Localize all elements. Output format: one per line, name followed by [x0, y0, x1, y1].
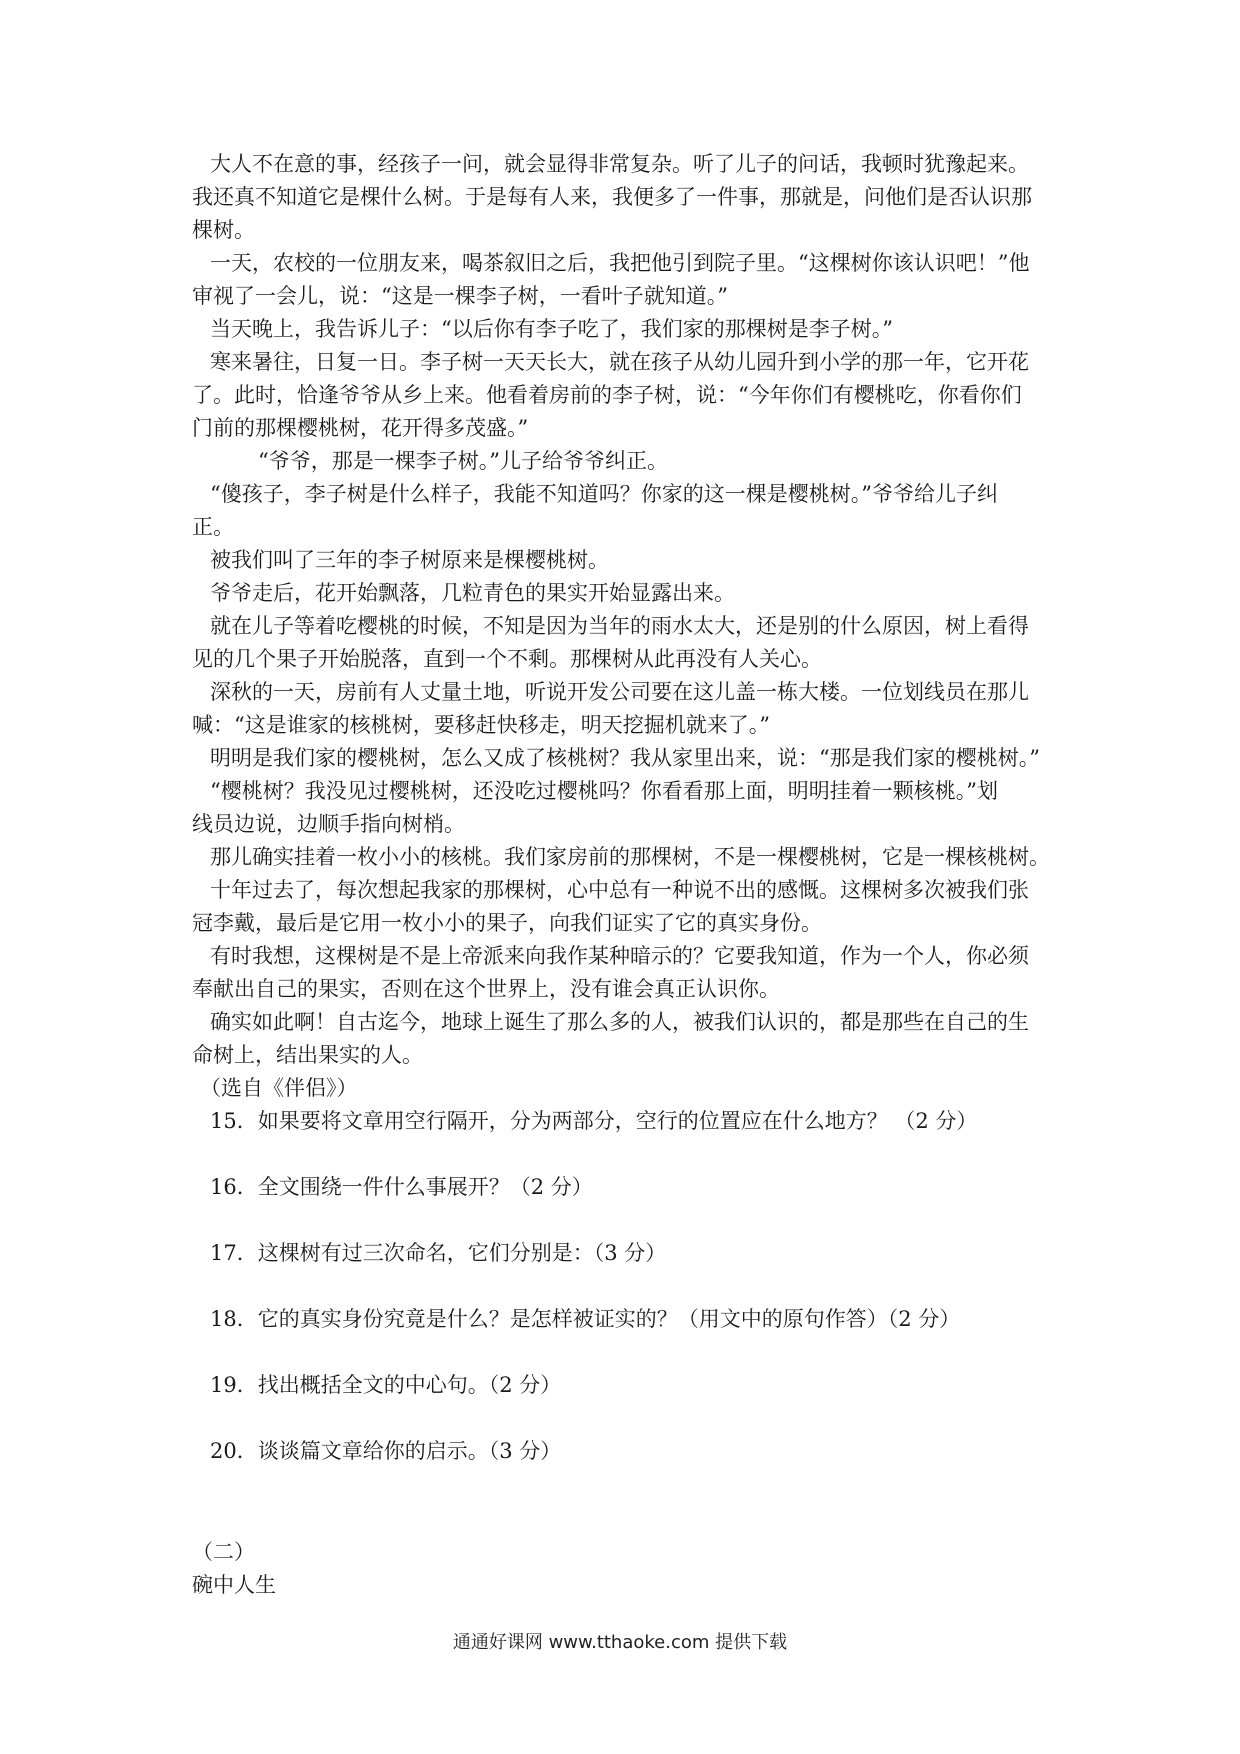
- document-page: [192, 148, 1062, 1602]
- question-item: 20．谈谈篇文章给你的启示。（3 分）: [210, 1439, 562, 1463]
- story-line: 了。此时，恰逢爷爷从乡上来。他看着房前的李子树，说：“今年你们有樱桃吃，你看你们: [192, 383, 1022, 407]
- story-line: 冠李戴，最后是它用一枚小小的果子，向我们证实了它的真实身份。: [192, 911, 822, 935]
- story-line: 门前的那棵樱桃树，花开得多茂盛。”: [192, 416, 529, 440]
- story-line: 十年过去了，每次想起我家的那棵树，心中总有一种说不出的感慨。这棵树多次被我们张: [210, 878, 1029, 902]
- source-citation: （选自《伴侣》）: [200, 1076, 358, 1100]
- next-passage-title: 碗中人生: [192, 1573, 276, 1597]
- question-list: [192, 1105, 1062, 1468]
- story-line: 大人不在意的事，经孩子一问，就会显得非常复杂。听了儿子的问话，我顿时犹豫起来。: [210, 152, 1029, 176]
- story-line: 确实如此啊！自古迄今，地球上诞生了那么多的人，被我们认识的，都是那些在自己的生: [210, 1010, 1029, 1034]
- story-line: 有时我想，这棵树是不是上帝派来向我作某种暗示的？它要我知道，作为一个人，你必须: [210, 944, 1029, 968]
- question-item: 15．如果要将文章用空行隔开，分为两部分，空行的位置应在什么地方？ （2 分）: [210, 1109, 978, 1133]
- answer-space: [192, 1336, 1062, 1369]
- story-line: 棵树。: [192, 218, 255, 242]
- section-spacer: [192, 1468, 1062, 1536]
- story-line: 喊：“这是谁家的核桃树，要移赶快移走，明天挖掘机就来了。”: [192, 713, 770, 737]
- story-line: 奉献出自己的果实，否则在这个世界上，没有谁会真正认识你。: [192, 977, 780, 1001]
- story-line: 就在儿子等着吃樱桃的时候，不知是因为当年的雨水太大，还是别的什么原因，树上看得: [210, 614, 1029, 638]
- story-line: “爷爷，那是一棵李子树。”儿子给爷爷纠正。: [258, 449, 668, 473]
- story-line: 深秋的一天，房前有人丈量土地，听说开发公司要在这儿盖一栋大楼。一位划线员在那儿: [210, 680, 1029, 704]
- story-line: 明明是我们家的樱桃树，怎么又成了核桃树？我从家里出来，说：“那是我们家的樱桃树。”: [210, 746, 1040, 770]
- story-line: 被我们叫了三年的李子树原来是棵樱桃树。: [210, 548, 609, 572]
- story-line: 见的几个果子开始脱落，直到一个不剩。那棵树从此再没有人关心。: [192, 647, 822, 671]
- story-line: 当天晚上，我告诉儿子：“以后你有李子吃了，我们家的那棵树是李子树。”: [210, 317, 893, 341]
- story-line: “樱桃树？我没见过樱桃树，还没吃过樱桃吗？你看看那上面，明明挂着一颗核桃。”划: [210, 779, 998, 803]
- story-line: 一天，农校的一位朋友来，喝茶叙旧之后，我把他引到院子里。“这棵树你该认识吧！”他: [210, 251, 1030, 275]
- question-item: 18．它的真实身份究竟是什么？是怎样被证实的？（用文中的原句作答）（2 分）: [210, 1307, 961, 1331]
- story-line: 寒来暑往，日复一日。李子树一天天长大，就在孩子从幼儿园升到小学的那一年，它开花: [210, 350, 1029, 374]
- story-text: [192, 148, 1062, 1072]
- answer-space: [192, 1204, 1062, 1237]
- story-line: 那儿确实挂着一枚小小的核桃。我们家房前的那棵树，不是一棵樱桃树，它是一棵核桃树。: [210, 845, 1050, 869]
- story-line: 审视了一会儿，说：“这是一棵李子树，一看叶子就知道。”: [192, 284, 728, 308]
- section-number: （二）: [192, 1540, 255, 1564]
- answer-space: [192, 1402, 1062, 1435]
- story-line: 爷爷走后，花开始飘落，几粒青色的果实开始显露出来。: [210, 581, 735, 605]
- question-item: 19．找出概括全文的中心句。（2 分）: [210, 1373, 562, 1397]
- question-item: 17．这棵树有过三次命名，它们分别是：（3 分）: [210, 1241, 667, 1265]
- story-line: 线员边说，边顺手指向树梢。: [192, 812, 465, 836]
- answer-space: [192, 1270, 1062, 1303]
- answer-space: [192, 1138, 1062, 1171]
- story-line: 我还真不知道它是棵什么树。于是每有人来，我便多了一件事，那就是，问他们是否认识那: [192, 185, 1032, 209]
- question-item: 16．全文围绕一件什么事展开？（2 分）: [210, 1175, 593, 1199]
- story-line: 正。: [192, 515, 234, 539]
- story-line: 命树上，结出果实的人。: [192, 1043, 423, 1067]
- story-line: “傻孩子，李子树是什么样子，我能不知道吗？你家的这一棵是樱桃树。”爷爷给儿子纠: [210, 482, 998, 506]
- download-footer: 通通好课网 www.tthaoke.com 提供下载: [452, 1632, 788, 1653]
